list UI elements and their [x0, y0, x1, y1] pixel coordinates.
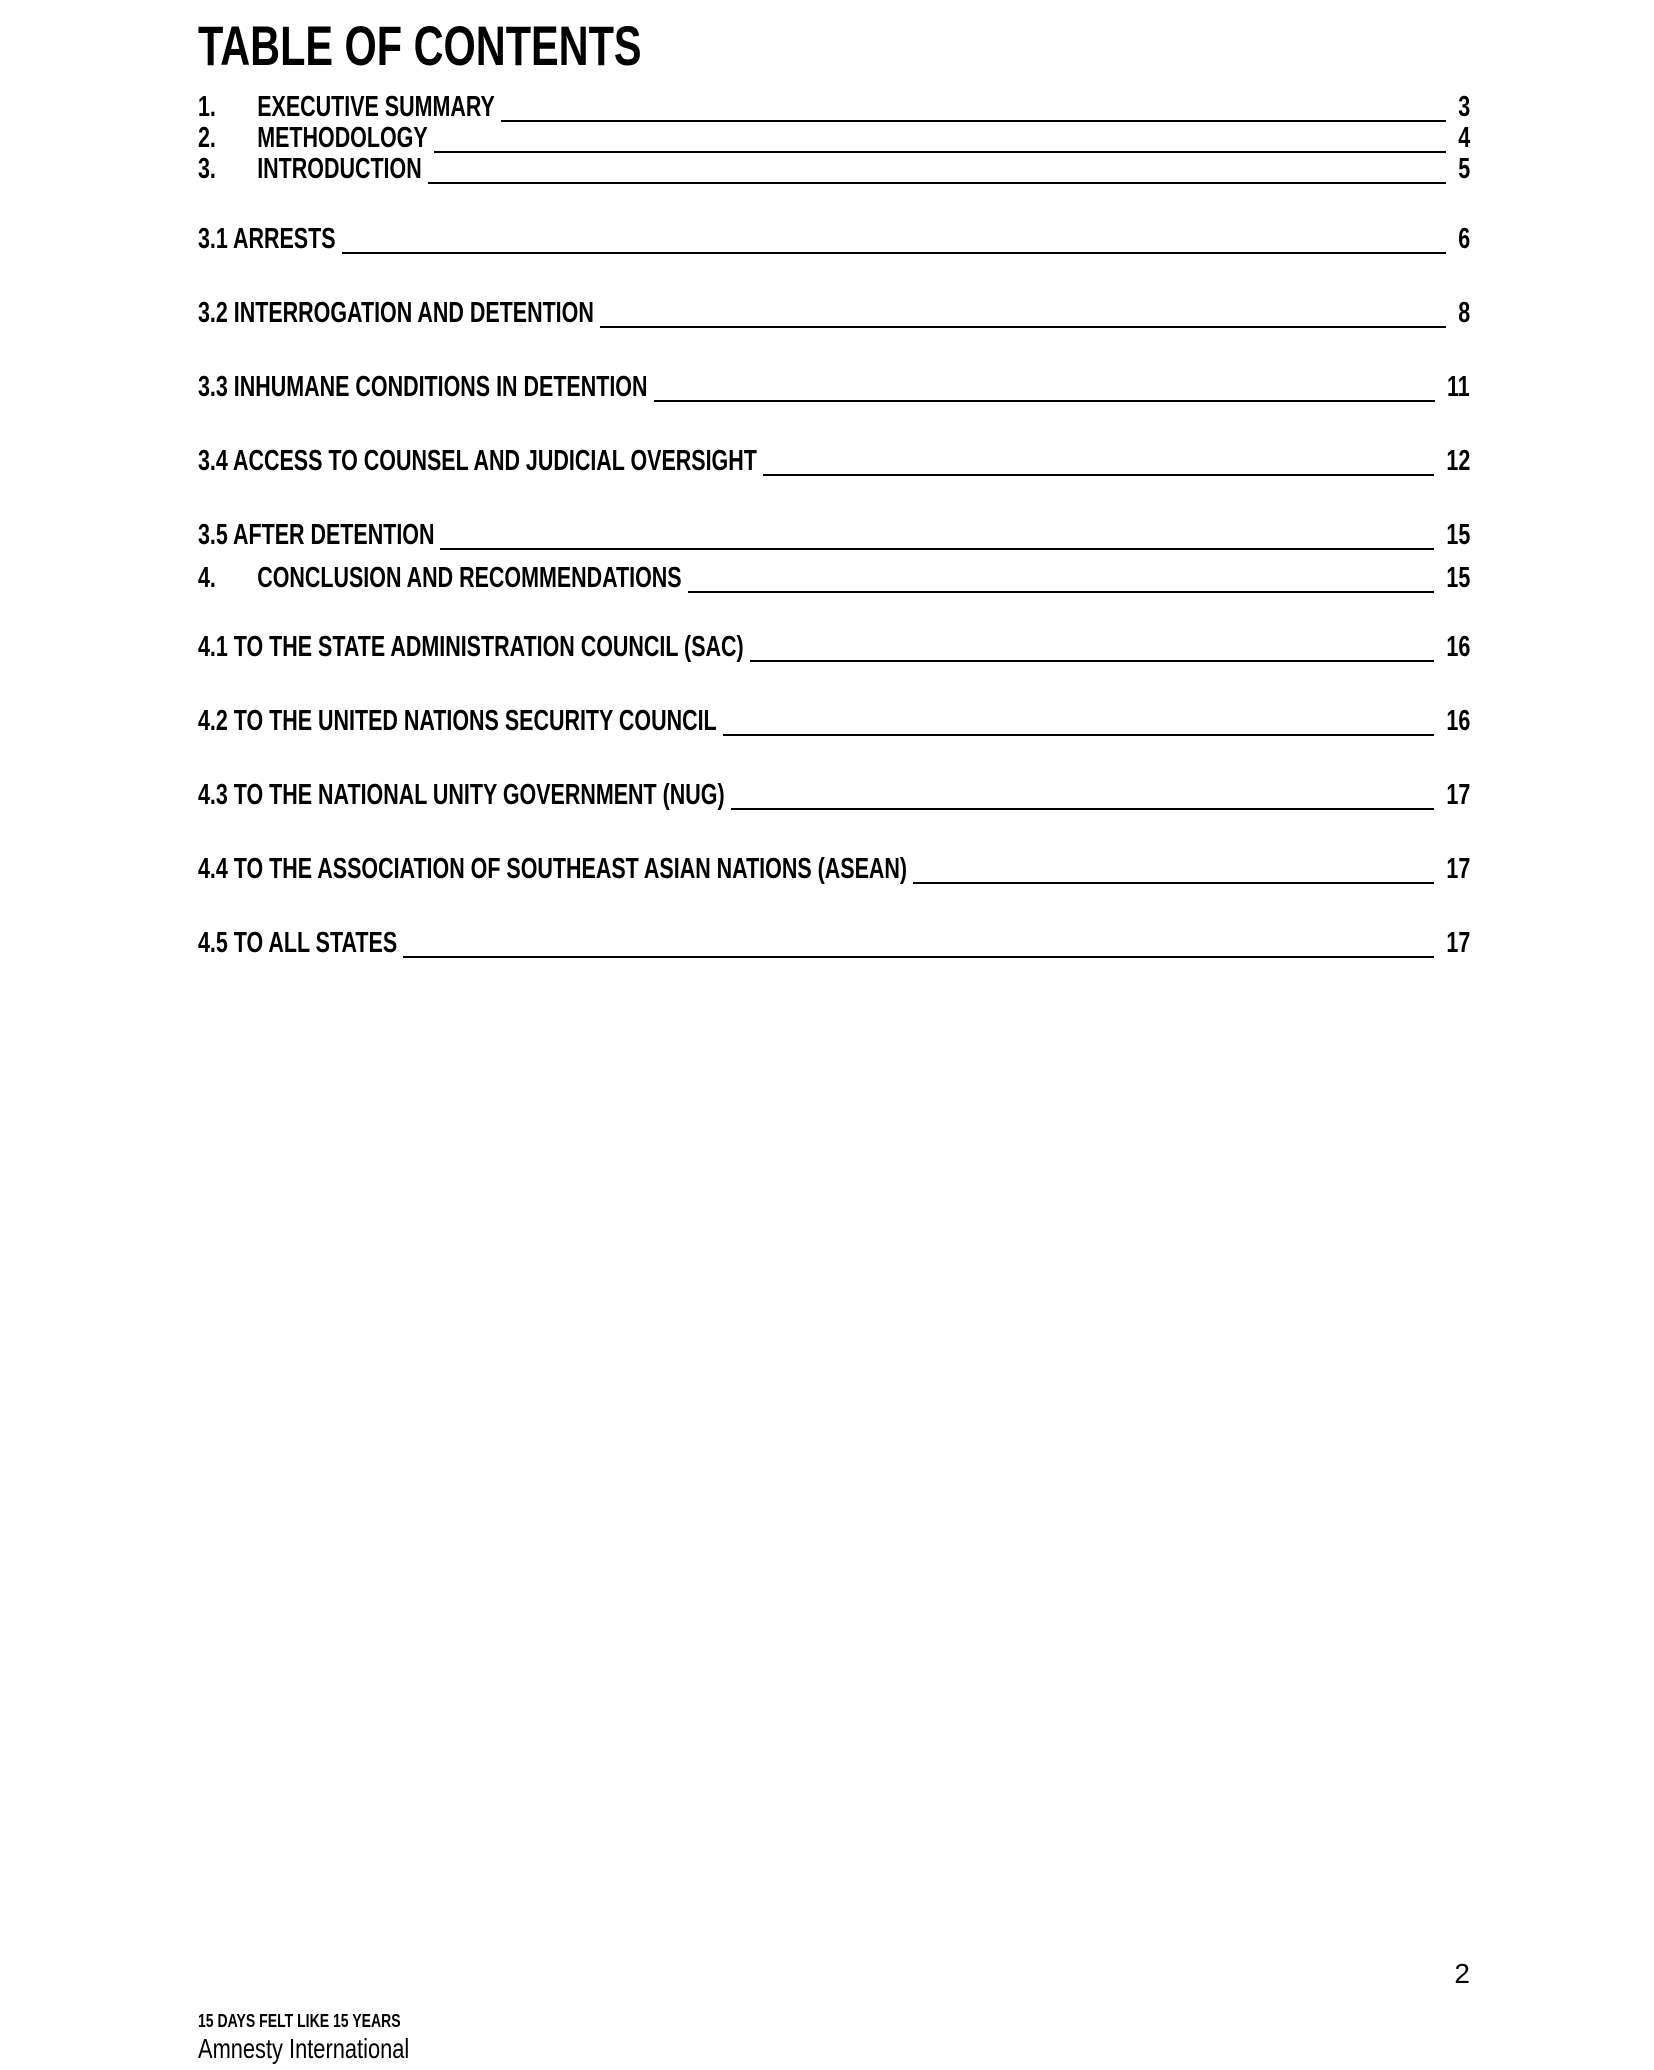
toc-entry[interactable]: [198, 778, 1470, 812]
footer-organization: Amnesty International: [198, 2033, 410, 2064]
toc-entry-text: 4.4 TO THE ASSOCIATION OF SOUTHEAST ASIAN NATIONS (ASEAN): [198, 853, 908, 885]
toc-entry-text: CONCLUSION AND RECOMMENDATIONS: [257, 562, 682, 594]
toc-entry-label: [198, 121, 428, 155]
toc-leader-line: [428, 182, 1446, 184]
toc-entry[interactable]: [198, 518, 1470, 552]
toc-entry-text: 4.3 TO THE NATIONAL UNITY GOVERNMENT (NUG): [198, 779, 725, 811]
toc-entry-page: 11: [1447, 371, 1470, 403]
toc-entry-page: 12: [1446, 445, 1470, 477]
toc-entry-label: [198, 152, 422, 186]
toc-leader-line: [440, 548, 1434, 550]
toc-entry[interactable]: [198, 444, 1470, 478]
toc-entry-page: 4: [1458, 122, 1470, 154]
toc-entry-label: [198, 561, 682, 595]
toc-entry-label: [198, 296, 594, 330]
toc-entry-page: 15: [1446, 562, 1470, 594]
toc-entry-page: 17: [1446, 853, 1470, 885]
toc-entry-text: INTRODUCTION: [257, 153, 422, 185]
toc-entry[interactable]: [198, 704, 1470, 738]
toc-leader-line: [654, 400, 1436, 402]
toc-entry-page: 17: [1446, 779, 1470, 811]
toc-entry[interactable]: [198, 222, 1470, 256]
toc-entry-page: 17: [1446, 927, 1470, 959]
toc-entry-number: 2.: [198, 122, 216, 154]
toc-entry-page: 16: [1446, 631, 1470, 663]
toc-entry[interactable]: [198, 90, 1470, 124]
toc-leader-line: [763, 474, 1434, 476]
toc-entry-number: 1.: [198, 91, 216, 123]
toc-leader-line: [403, 956, 1434, 958]
footer-report-title: 15 DAYS FELT LIKE 15 YEARS: [198, 2011, 401, 2031]
toc-entry-label: [198, 444, 757, 478]
toc-entry[interactable]: [198, 561, 1470, 595]
toc-entry-text: 3.4 ACCESS TO COUNSEL AND JUDICIAL OVERSIGHT: [198, 445, 757, 477]
toc-entry-page: 16: [1446, 705, 1470, 737]
toc-entry-label: [198, 852, 907, 886]
toc-leader-line: [600, 326, 1446, 328]
toc-entry-page: 15: [1446, 519, 1470, 551]
toc-leader-line: [342, 252, 1447, 254]
toc-entry-page: 5: [1458, 153, 1470, 185]
toc-entry-text: 4.5 TO ALL STATES: [198, 927, 398, 959]
toc-entry-text: 3.3 INHUMANE CONDITIONS IN DETENTION: [198, 371, 648, 403]
toc-entry-number: 4.: [198, 562, 216, 594]
toc-leader-line: [913, 882, 1434, 884]
toc-entry-text: 3.5 AFTER DETENTION: [198, 519, 435, 551]
toc-entry[interactable]: [198, 296, 1470, 330]
toc-entry-text: EXECUTIVE SUMMARY: [257, 91, 495, 123]
toc-entry-number: 3.: [198, 153, 216, 185]
toc-leader-line: [688, 591, 1434, 593]
toc-entry-label: [198, 630, 744, 664]
toc-entry[interactable]: [198, 370, 1470, 404]
page-title: TABLE OF CONTENTS: [198, 14, 642, 77]
toc-entry[interactable]: [198, 630, 1470, 664]
toc-entry[interactable]: [198, 152, 1470, 186]
toc-entry-label: [198, 704, 717, 738]
toc-entry-text: 3.2 INTERROGATION AND DETENTION: [198, 297, 594, 329]
page-number: 2: [1454, 1958, 1470, 1989]
toc-entry-page: 6: [1458, 223, 1470, 255]
toc-entry-page: 3: [1458, 91, 1470, 123]
toc-entry-label: [198, 222, 336, 256]
toc-entry-text: 3.1 ARRESTS: [198, 223, 336, 255]
toc-entry-text: 4.2 TO THE UNITED NATIONS SECURITY COUNCIL: [198, 705, 717, 737]
toc-entry[interactable]: [198, 926, 1470, 960]
toc-entry[interactable]: [198, 121, 1470, 155]
table-of-contents: [198, 0, 1470, 1000]
toc-leader-line: [731, 808, 1435, 810]
toc-entry-text: METHODOLOGY: [257, 122, 428, 154]
toc-leader-line: [750, 660, 1434, 662]
toc-entry-text: 4.1 TO THE STATE ADMINISTRATION COUNCIL (SAC): [198, 631, 744, 663]
toc-entry-page: 8: [1458, 297, 1470, 329]
toc-entry[interactable]: [198, 852, 1470, 886]
toc-entry-label: [198, 778, 725, 812]
toc-entry-label: [198, 90, 495, 124]
toc-entry-label: [198, 518, 434, 552]
toc-entry-label: [198, 926, 397, 960]
toc-leader-line: [723, 734, 1434, 736]
toc-entry-label: [198, 370, 648, 404]
